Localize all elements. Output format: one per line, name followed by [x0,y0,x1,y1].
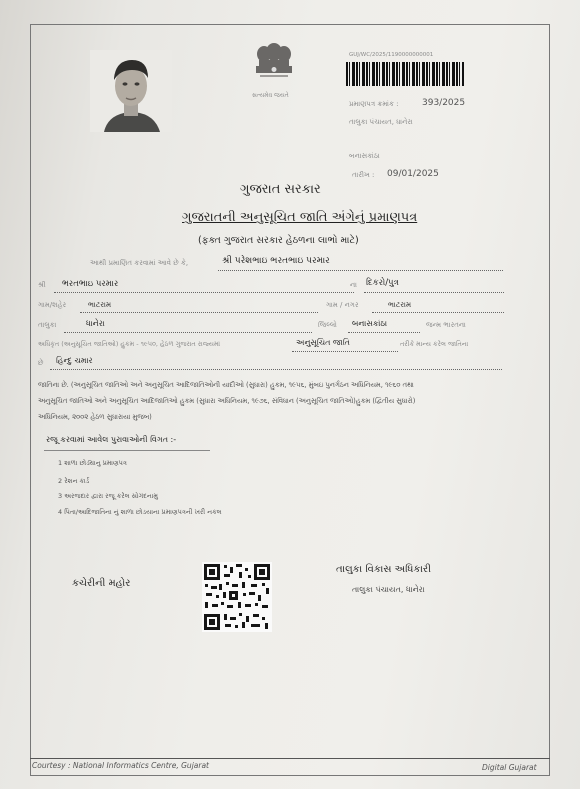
document-item: 4 પિતા/આદિજાતિના નું શાળા છોડયાના પ્રમાણપત્રની ખરી નકલ [58,508,222,516]
verification-qr-code [202,562,272,632]
line3-prefix: ગામ/શહેર [38,301,67,309]
certificate-title: ગુજરાતની અનુસૂચિત જાતિ અંગેનું પ્રમાણપત્ર [182,210,418,225]
certificate-no-label: પ્રમાણપત્ર ક્રમાંક : [349,100,399,108]
line6-prefix: છે [38,359,44,367]
applicant-photo [90,50,172,132]
certificate-barcode [346,62,464,86]
line1-prefix: આથી પ્રમાણિત કરવામાં આવે છે કે, [90,259,189,267]
certificate-no: 393/2025 [422,98,466,108]
parent-name: શ્રી પરેશભાઇ ભરતભાઇ પરમાર [222,256,330,266]
issuer-line: તાલુકા પંચાયત, ધાનેરા [349,118,413,126]
line5-suffix: તરીકે માન્ય કરેલ જાતિના [400,340,469,348]
village-2: ભાટરામ [388,300,412,309]
taluka: ધાનેરા [86,319,105,328]
documents-heading: રજૂ કરવામાં આવેલ પુરાવાઓની વિગત :- [46,435,177,444]
caste-category: અનુસૂચિત જાતિ [296,338,350,347]
officer-title: તાલુકા વિકાસ અધિકારી [336,564,431,575]
legal-paragraph-line-1: જાતિના છે. (અનુસૂચિત જાતિઓ અને અનુસૂચિત આદિજાતિઓની યાદીઓ (સુધારા) હુકમ, ૧૯૫૬, મુંબઇ પુનર્ગઠન અધિનિયમ, ૧૯૬૦ તથા [38,381,414,389]
date-label: તારીખ : [352,171,375,179]
footer-divider [30,758,550,759]
national-emblem-icon [250,40,298,92]
line2-mid: ના [350,281,357,289]
office-seal-label: કચેરીની મહોર [72,578,131,589]
legal-paragraph-line-3: અધિનિયમ, ૨૦૦૨ હેઠળ સુધારાયા મુજબ) [38,413,152,421]
issue-date: 09/01/2025 [387,169,439,179]
line5-prefix: અધિકૃત (અનુસૂચિત જાતિઓ) હુકમ - ૧૯૫૦, હેઠળ ગુજરાત રાજ્યમાં [38,340,221,348]
govt-heading: ગુજરાત સરકાર [240,182,321,197]
certificate-subtitle: (ફક્ત ગુજરાત સરકાર હેઠળના લાભો માટે) [198,235,359,246]
relation: દિકરો/પુત્ર [366,278,399,288]
document-item: 3 અરજદાર દ્વારા રજૂ કરેલ સોગંદનામુ [58,492,158,500]
line4-suffix: જન્મ ભારતના [426,321,466,329]
line3-mid: ગામ / નગર [326,301,359,309]
courtesy-text: Courtesy : National Informatics Centre, Gujarat [32,761,209,770]
village: ભાટરામ [88,300,112,309]
district: બનાસકાંઠા [352,319,388,328]
father-name: ભરતભાઇ પરમાર [62,279,119,289]
legal-paragraph-line-2: અનુસૂચિત જાતિઓ અને અનુસૂચિત આદિજાતિઓ હુકમ (સુધારા અધિનિયમ, ૧૯૭૬, સંવિધાન (અનુસૂચિત જાતિઓ)હુકમ (દ્વિતીય સુધારો) [38,397,416,405]
document-item: 1 શાળા છોડ્યાનુ પ્રમાણપત્ર [58,459,127,467]
caste: હિન્દુ ચમાર [56,356,93,365]
officer-office: તાલુકા પંચાયત, ધાનેરા [352,585,425,594]
line4-mid: જિલ્લો [318,321,337,329]
barcode-number: GUJ/WC/2025/1190000000001 [349,52,434,58]
digital-gujarat-brand: Digital Gujarat [482,763,537,772]
place-label: બનાસકાંઠા [349,152,380,160]
line4-prefix: તાલુકા [38,321,57,329]
document-item: 2 રેશન કાર્ડ [58,477,90,485]
line2-prefix: શ્રી [38,281,46,289]
emblem-caption: સત્યમેવ જયતે [252,92,289,99]
